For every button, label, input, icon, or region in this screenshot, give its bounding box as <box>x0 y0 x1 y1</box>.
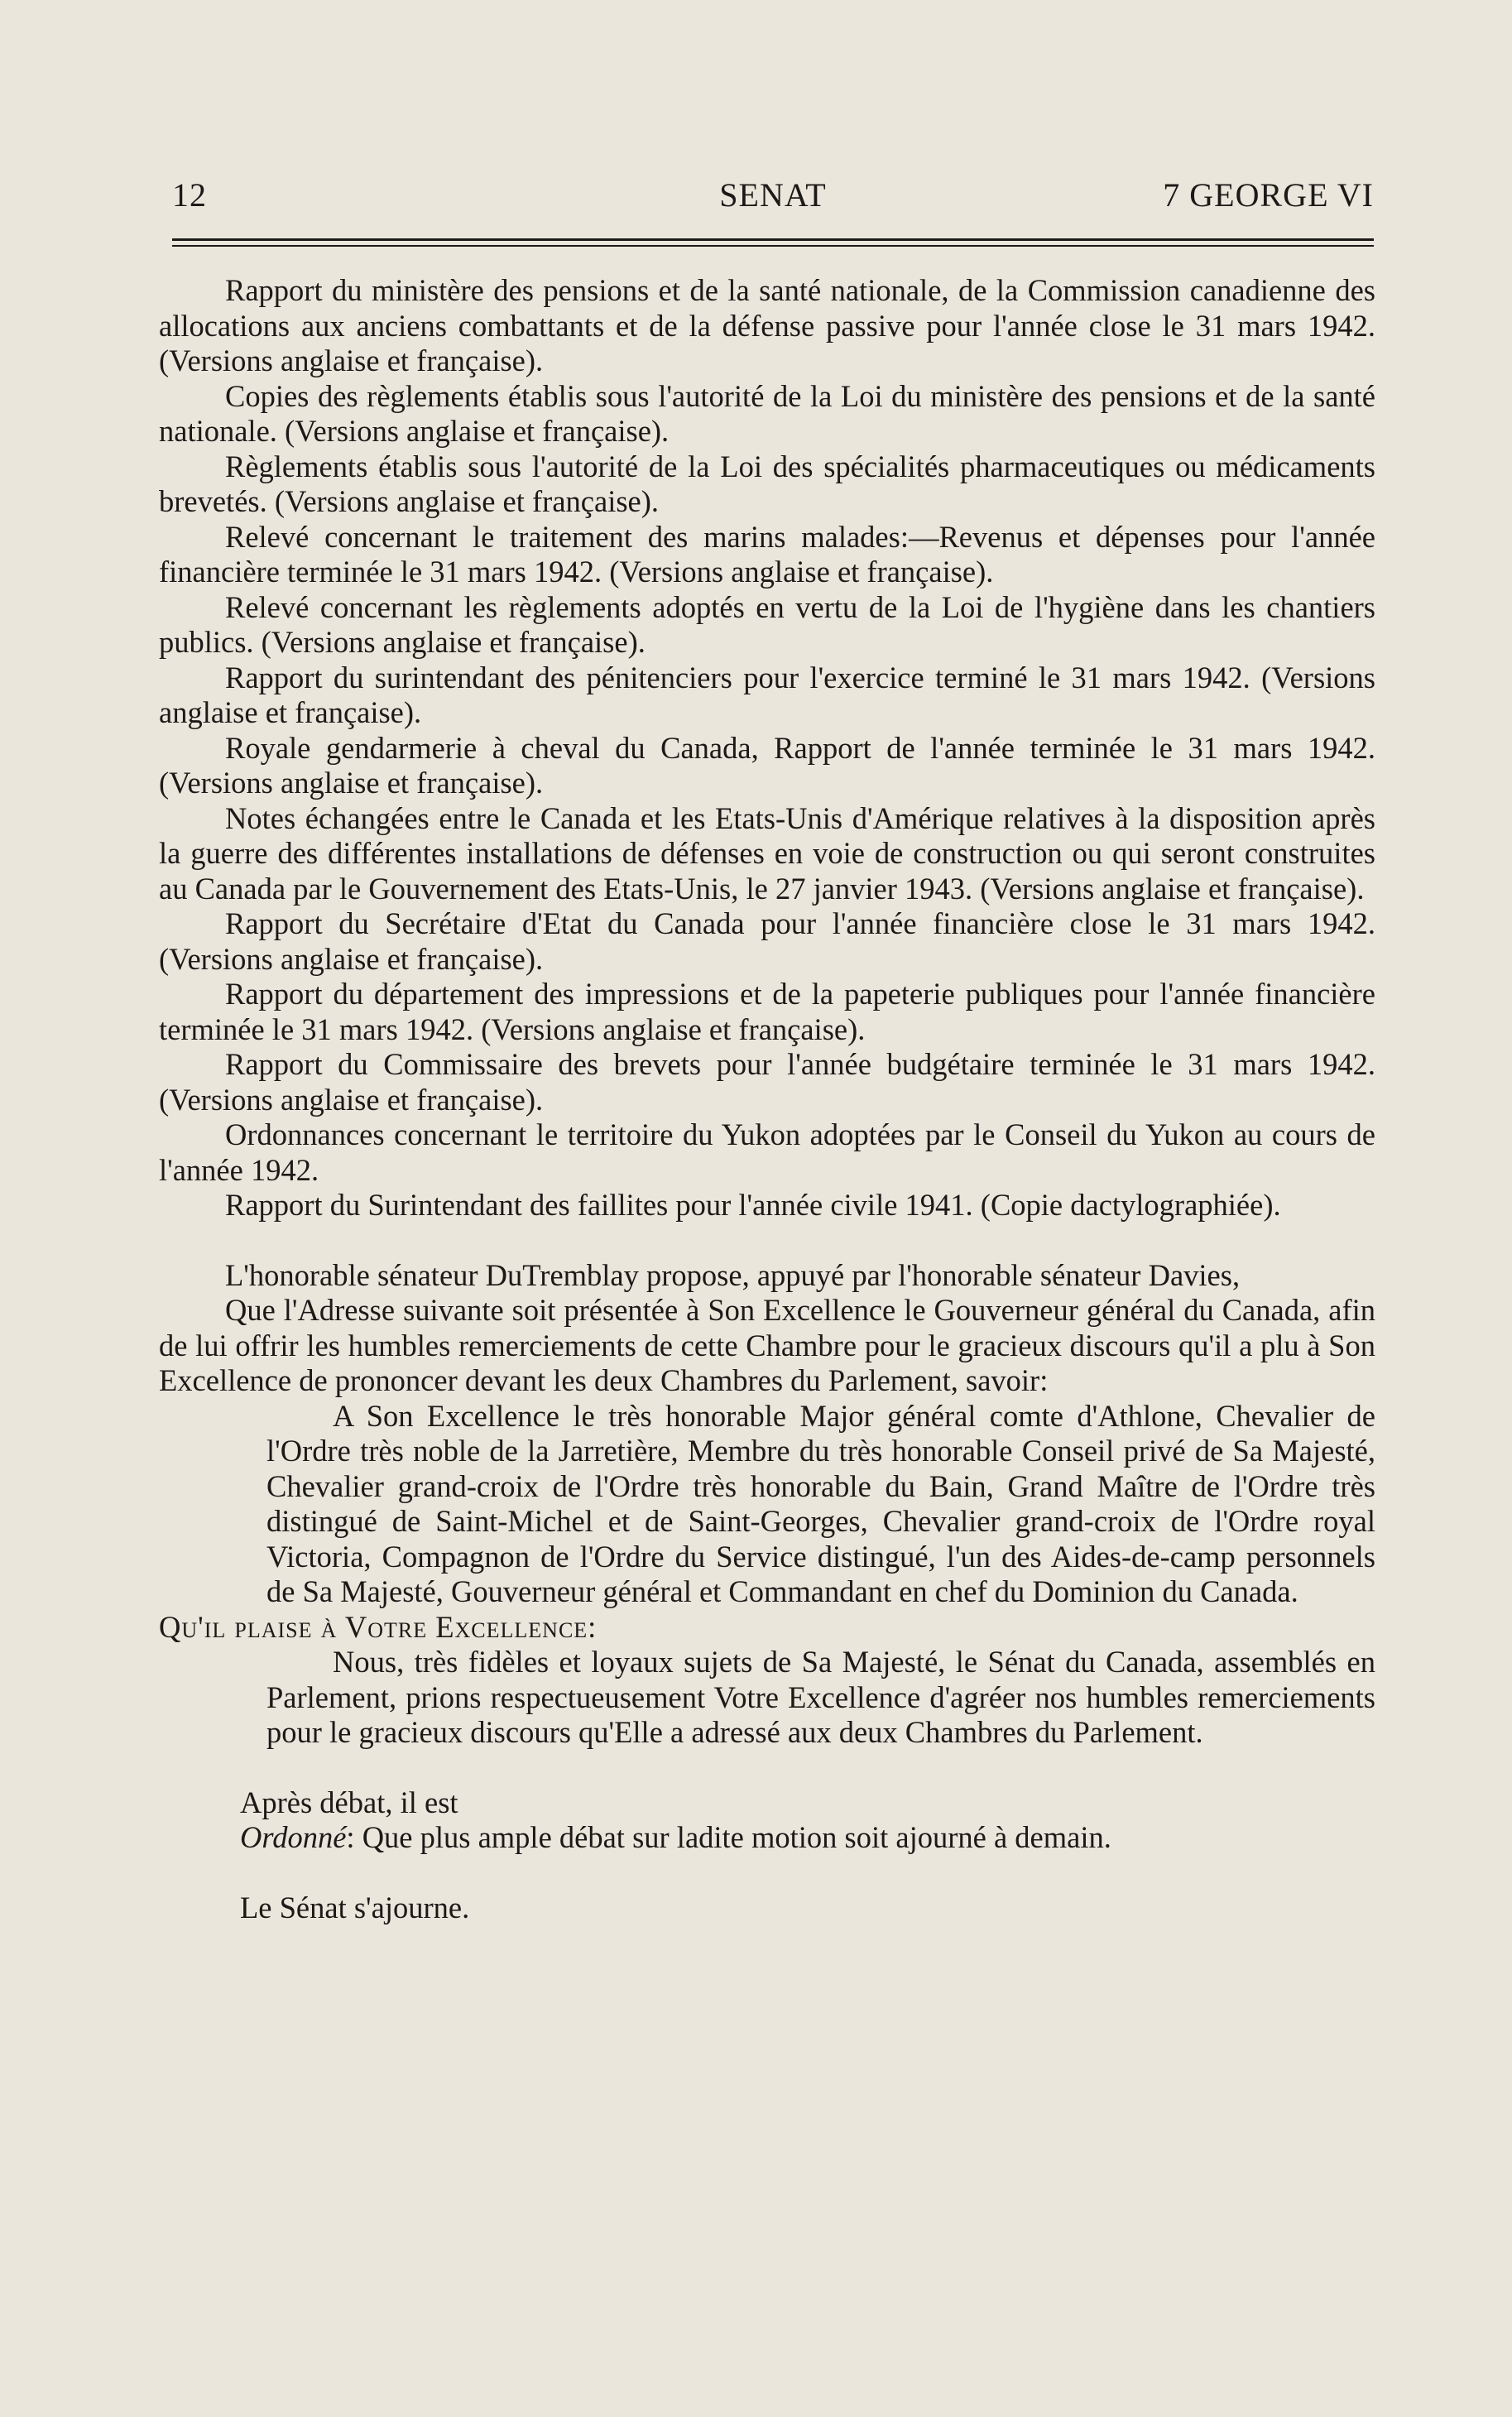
document-item: Règlements établis sous l'autorité de la Loi des spécialités pharmaceutiques ou médicaments brevetés. (Versions anglaise et française). <box>159 449 1375 518</box>
order-line <box>240 1820 1375 1856</box>
document-item: Copies des règlements établis sous l'autorité de la Loi du ministère des pensions et de la santé nationale. (Versions anglaise et française). <box>159 378 1375 448</box>
order-label: Ordonné <box>240 1820 347 1854</box>
document-item: Rapport du surintendant des pénitenciers pour l'exercice terminé le 31 mars 1942. (Versions anglaise et française). <box>159 660 1375 729</box>
document-item: Rapport du Surintendant des faillites pour l'année civile 1941. (Copie dactylographiée). <box>225 1188 1281 1222</box>
motion-intro: L'honorable sénateur DuTremblay propose, appuyé par l'honorable sénateur Davies, <box>225 1257 1241 1292</box>
page-body <box>159 273 1375 1925</box>
document-item: Rapport du Secrétaire d'Etat du Canada pour l'année financière close le 31 mars 1942. (Versions anglaise et française). <box>159 906 1375 976</box>
address-recipient: A Son Excellence le très honorable Major général comte d'Athlone, Chevalier de l'Ordre très noble de la Jarretière, Membre du très honorable Conseil privé de Sa Majesté, Chevalier grand-croix de l'Ordre très honorable du Bain, Grand Maître de l'Ordre très distingué de Saint-Michel et de Saint-Georges, Chevalier grand-croix de l'Ordre royal Victoria, Compagnon de l'Ordre du Service distingué, l'un des Aides-de-camp personnels de Sa Majesté, Gouverneur général et Commandant en chef du Dominion du Canada. <box>266 1398 1375 1608</box>
document-item: Relevé concernant le traitement des marins malades:—Revenus et dépenses pour l'année financière terminée le 31 mars 1942. (Versions anglaise et française). <box>159 519 1375 589</box>
header-rule-thin <box>172 245 1374 247</box>
spacer <box>159 1856 1375 1891</box>
header-rule-thick <box>172 238 1374 241</box>
document-item: Rapport du Commissaire des brevets pour l'année budgétaire terminée le 31 mars 1942. (Versions anglaise et française). <box>159 1047 1375 1117</box>
address-salutation: Qu'il plaise à Votre Excellence: <box>159 1609 598 1644</box>
document-item: Rapport du département des impressions et de la papeterie publiques pour l'année financière terminée le 31 mars 1942. (Versions anglaise et française). <box>159 977 1375 1046</box>
document-item: Notes échangées entre le Canada et les Etats-Unis d'Amérique relatives à la disposition après la guerre des différentes installations de défenses en voie de construction ou qui seront construites au Canada par le Gouvernement des Etats-Unis, le 27 janvier 1943. (Versions anglaise et française). <box>159 800 1375 906</box>
debate-note: Après débat, il est <box>240 1785 458 1819</box>
session-label: 7 GEORGE VI <box>1163 176 1374 214</box>
page-header <box>172 175 1374 225</box>
spacer <box>159 1751 1375 1785</box>
document-item: Ordonnances concernant le territoire du Yukon adoptées par le Conseil du Yukon au cours de l'année 1942. <box>159 1117 1375 1187</box>
adjournment-note: Le Sénat s'ajourne. <box>240 1890 470 1924</box>
document-item: Royale gendarmerie à cheval du Canada, Rapport de l'année terminée le 31 mars 1942. (Versions anglaise et française). <box>159 730 1375 800</box>
running-title: SENAT <box>719 176 827 214</box>
document-item: Rapport du ministère des pensions et de la santé nationale, de la Commission canadienne des allocations aux anciens combattants et de la défense passive pour l'année close le 31 mars 1942. (Versions anglaise et française). <box>159 273 1375 377</box>
spacer <box>159 1223 1375 1258</box>
order-text: : Que plus ample débat sur ladite motion soit ajourné à demain. <box>346 1820 1111 1854</box>
page-number: 12 <box>172 176 207 214</box>
motion-body: Que l'Adresse suivante soit présentée à Son Excellence le Gouverneur général du Canada, afin de lui offrir les humbles remerciements de cette Chambre pour le gracieux discours qu'il a plu à Son Excellence de prononcer devant les deux Chambres du Parlement, savoir: <box>159 1293 1375 1397</box>
address-text: Nous, très fidèles et loyaux sujets de Sa Majesté, le Sénat du Canada, assemblés en Parlement, prions respectueusement Votre Excellence d'agréer nos humbles remerciements pour le gracieux discours qu'Elle a adressé aux deux Chambres du Parlement. <box>266 1645 1375 1749</box>
document-item: Relevé concernant les règlements adoptés en vertu de la Loi de l'hygiène dans les chantiers publics. (Versions anglaise et française). <box>159 589 1375 659</box>
